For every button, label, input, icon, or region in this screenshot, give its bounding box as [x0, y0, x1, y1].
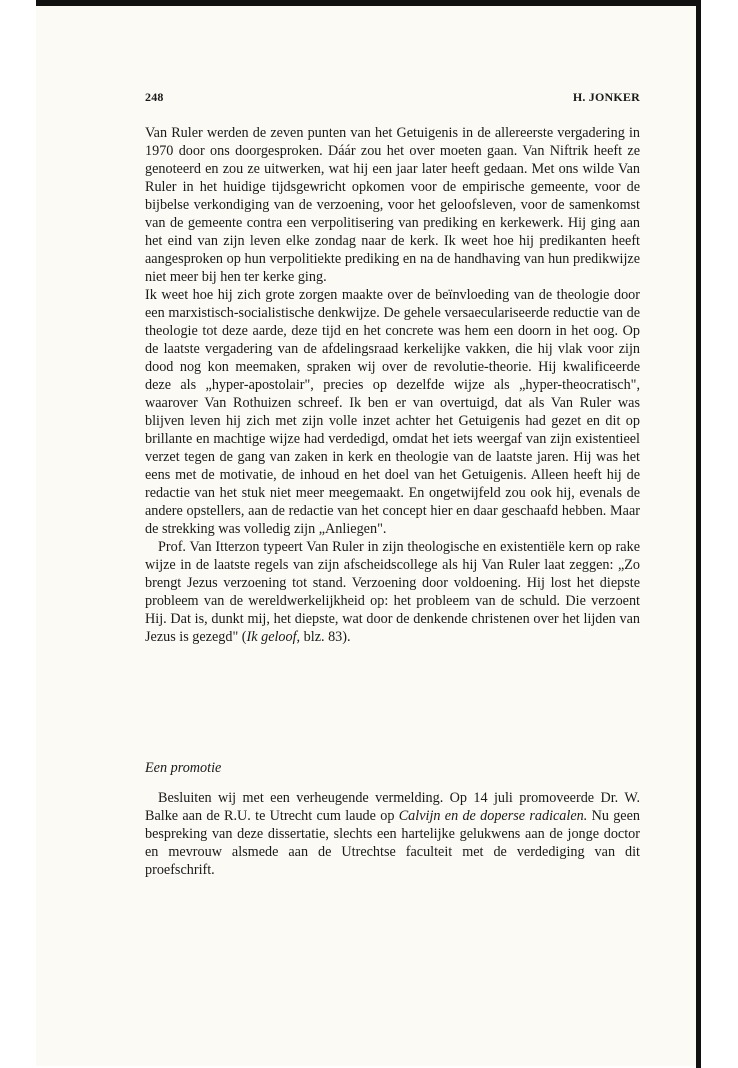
paragraph: Van Ruler werden de zeven punten van het Getuigenis in de allereerste vergadering in 1970 door ons doorgesproken. Dáár zou het over moeten gaan. Van Niftrik heeft ze genoteerd en zou ze uitwerken, wat hij een jaar later heeft gedaan. Met ons wilde Van Ruler in het huidige tijdsgewricht opkomen voor de empirische gemeente, voor de bijbelse verkondiging van de verzoening, voor het geloofsleven, voor de samenkomst van de gemeente contra een verpolitisering van prediking en kerkewerk. Hij ging aan het eind van zijn leven elke zondag naar de kerk. Ik weet hoe hij predikanten heeft aangesproken op hun verpolitiekte prediking en na de handhaving van hun predikwijze niet meer bij hen ter kerke ging. [145, 125, 640, 285]
paragraph [145, 538, 640, 646]
paragraph-text: Nu geen bespreking van deze dissertatie, slechts een hartelijke gelukwens aan de jonge doctor en mevrouw alsmede aan de Utrechtse faculteit met de verdediging van dit proefschrift. [145, 808, 640, 878]
running-head-author: H. JONKER [572, 90, 640, 104]
top-border-rule [36, 0, 700, 6]
right-border-rule [696, 0, 701, 1068]
citation-page: blz. 83). [300, 629, 351, 645]
paragraph-text: Prof. Van Itterzon typeert Van Ruler in zijn theologische en existentiële kern op rake wijze in de laatste regels van zijn afscheidscollege als hij Van Ruler laat zeggen: „Zo brengt Jezus verzoening tot stand. Verzoening door voldoening. Hij lost het diepste probleem van de wereldwerkelijkheid op: het probleem van de schuld. Die verzoent Hij. Dat is, dunkt mij, het diepste, wat door de denkende christenen over het lijden van Jezus is gezegd" ( [145, 539, 640, 645]
dissertation-title: Calvijn en de doperse radicalen. [398, 808, 588, 824]
section-text [145, 789, 640, 879]
section-heading: Een promotie [145, 760, 222, 776]
paragraph: Ik weet hoe hij zich grote zorgen maakte over de beïnvloeding van de theologie door een marxistisch-socialistische denkwijze. De gehele versaeculariseerde reductie van de theologie tot deze aarde, deze tijd en het concrete was hem een doorn in het oog. Op de laatste vergadering van de afdelingsraad kerkelijke vakken, die hij vlak voor zijn dood nog kon meemaken, spraken wij over de revolutie-theorie. Hij kwalificeerde deze als „hyper-apostolair", precies op dezelfde wijze als „hyper-theocratisch", waarover Van Rothuizen schreef. Ik ben er van overtuigd, dat als Van Ruler was blijven leven hij zich met zijn volle inzet achter het Getuigenis had gezet en dit op brillante en machtige wijze had verdedigd, omdat het iets weergaf van zijn existentieel verzet tegen de gang van zaken in kerk en theologie van de laatste jaren. Hij was het eens met de motivatie, de inhoud en het doel van het Getuigenis. Alleen heeft hij de redactie van het stuk niet meer meegemaakt. En ongetwijfeld zou ook hij, evenals de andere opstellers, aan de redactie van het concept hier en daar geschaafd hebben. Maar de strekking was volledig zijn „Anliegen". [145, 287, 640, 537]
main-text [145, 124, 640, 646]
paragraph-text: Besluiten wij met een verheugende vermelding. Op 14 juli promoveerde Dr. W. Balke aan de R.U. te Utrecht cum laude op [145, 790, 640, 824]
page-number: 248 [145, 90, 164, 104]
citation-title: Ik geloof, [246, 629, 301, 645]
paragraph [145, 789, 640, 879]
